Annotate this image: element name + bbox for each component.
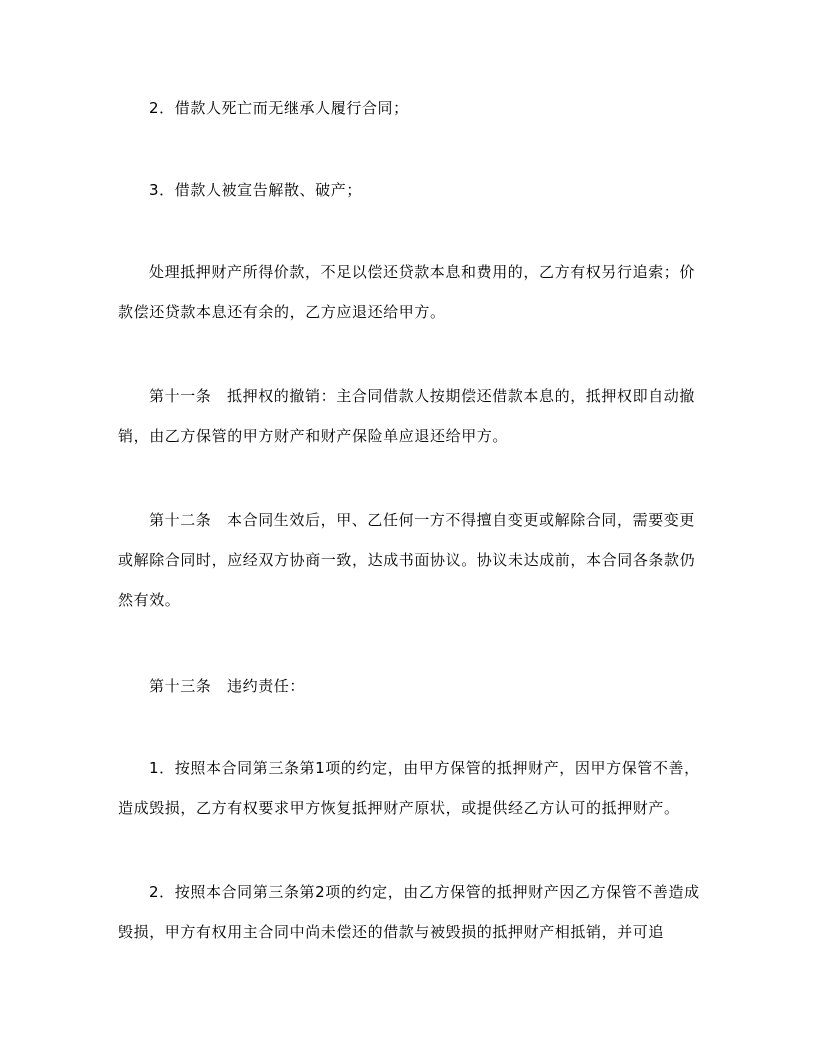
paragraph-liability-item-1: 1．按照本合同第三条第1项的约定，由甲方保管的抵押财产，因甲方保管不善，造成毁损，乙方有权要求甲方恢复抵押财产原状，或提供经乙方认可的抵押财产。 — [118, 759, 700, 817]
paragraph-item-2: 2．借款人死亡而无继承人履行合同； — [149, 99, 409, 117]
paragraph-article-13-heading: 第十三条 违约责任： — [149, 677, 306, 695]
paragraph-disposal-proceeds: 处理抵押财产所得价款，不足以偿还贷款本息和费用的，乙方有权另行追索；价款偿还贷款本息还有余的，乙方应退还给甲方。 — [118, 263, 696, 321]
paragraph-article-11: 第十一条 抵押权的撤销：主合同借款人按期偿还借款本息的，抵押权即自动撤销，由乙方保管的甲方财产和财产保险单应退还给甲方。 — [118, 387, 696, 445]
paragraph-item-3: 3．借款人被宣告解散、破产； — [149, 181, 362, 199]
paragraph-article-12: 第十二条 本合同生效后，甲、乙任何一方不得擅自变更或解除合同，需要变更或解除合同时，应经双方协商一致，达成书面协议。协议未达成前，本合同各条款仍然有效。 — [118, 511, 696, 609]
paragraph-liability-item-2: 2．按照本合同第三条第2项的约定，由乙方保管的抵押财产因乙方保管不善造成毁损，甲方有权用主合同中尚未偿还的借款与被毁损的抵押财产相抵销，并可追 — [118, 883, 700, 941]
